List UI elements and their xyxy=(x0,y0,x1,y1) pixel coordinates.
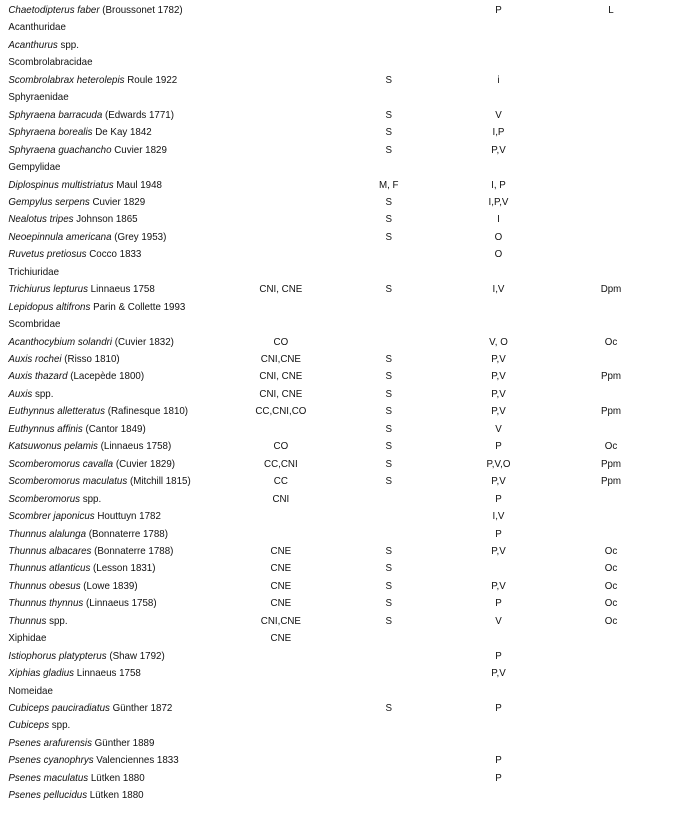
species-row xyxy=(0,299,675,316)
species-name xyxy=(8,334,174,351)
species-name xyxy=(8,770,144,787)
family-row xyxy=(0,159,675,176)
scientific-name: Trichiurus lepturus xyxy=(8,283,88,296)
author-citation: Parin & Collette 1993 xyxy=(90,300,186,313)
habitat-code: S xyxy=(385,230,393,243)
distribution-code: Ppm xyxy=(600,405,622,418)
author-citation: Cuvier 1829 xyxy=(111,143,167,156)
species-name xyxy=(8,665,140,682)
habitat-code: S xyxy=(385,108,393,121)
family-row xyxy=(0,264,675,281)
family-name: Gempylidae xyxy=(8,161,61,174)
species-name xyxy=(8,386,53,403)
author-citation: Johnson 1865 xyxy=(73,213,138,226)
scientific-name: Istiophorus platypterus xyxy=(8,649,107,662)
habitat-code: S xyxy=(385,73,393,86)
author-citation: (Cuvier 1829) xyxy=(113,457,175,470)
scientific-name: Lepidopus altifrons xyxy=(8,300,91,313)
habitat-code: S xyxy=(385,126,393,139)
habitat-code: S xyxy=(385,213,393,226)
species-row xyxy=(0,386,675,403)
habitat-code: S xyxy=(385,353,393,365)
scientific-name: Scomberomorus maculatus xyxy=(8,475,128,488)
species-row xyxy=(0,281,675,298)
stage-code: O xyxy=(494,230,503,243)
scientific-name: Scombrer japonicus xyxy=(8,510,95,523)
occurrence-code: CNI, CNE xyxy=(259,387,303,400)
author-citation: Maul 1948 xyxy=(113,178,162,191)
scientific-name: Scomberomorus cavalla xyxy=(8,457,114,470)
author-citation: Roule 1922 xyxy=(124,73,178,86)
habitat-code: S xyxy=(385,370,393,383)
distribution-code: Dpm xyxy=(600,283,622,296)
occurrence-code: CNE xyxy=(270,579,292,592)
stage-code: P xyxy=(495,527,502,540)
species-name xyxy=(8,473,190,490)
species-row xyxy=(0,403,675,420)
scientific-name: Nealotus tripes xyxy=(8,213,74,226)
author-citation: (Grey 1953) xyxy=(111,230,167,243)
scientific-name: Sphyraena borealis xyxy=(8,126,93,139)
stage-code: P,V,O xyxy=(486,457,511,470)
scientific-name: Auxis thazard xyxy=(8,370,68,383)
scientific-name: Thunnus atlanticus xyxy=(8,562,91,575)
scientific-name: Auxis rochei xyxy=(8,353,62,365)
species-name xyxy=(8,281,154,298)
species-row xyxy=(0,177,675,194)
occurrence-code: CNI xyxy=(272,492,290,505)
stage-code: V xyxy=(495,614,502,627)
occurrence-code: CNE xyxy=(270,562,292,575)
scientific-name: Neoepinnula americana xyxy=(8,230,112,243)
species-name xyxy=(8,543,173,560)
species-name xyxy=(8,72,177,89)
occurrence-code: CC,CNI xyxy=(264,457,298,470)
stage-code: P xyxy=(495,771,502,784)
occurrence-code: CO xyxy=(273,440,289,453)
author-citation: (Lesson 1831) xyxy=(90,562,156,575)
distribution-code: L xyxy=(608,4,614,16)
species-name xyxy=(8,508,161,525)
author-citation: spp. xyxy=(49,719,71,732)
stage-code: P,V xyxy=(491,370,506,383)
distribution-code: Ppm xyxy=(600,475,622,488)
species-name xyxy=(8,107,174,124)
species-row xyxy=(0,787,675,804)
scientific-name: Thunnus obesus xyxy=(8,579,81,592)
author-citation: (Bonnaterre 1788) xyxy=(91,544,174,557)
author-citation: (Risso 1810) xyxy=(61,353,120,365)
author-citation: Lütken 1880 xyxy=(88,771,145,784)
author-citation: (Edwards 1771) xyxy=(102,108,174,121)
occurrence-code: CNI,CNE xyxy=(260,353,301,365)
scientific-name: Psenes maculatus xyxy=(8,771,89,784)
occurrence-code: CNI,CNE xyxy=(260,614,301,627)
occurrence-code: CNE xyxy=(270,544,292,557)
species-row xyxy=(0,595,675,612)
stage-code: V, O xyxy=(489,335,508,348)
scientific-name: Sphyraena guachancho xyxy=(8,143,112,156)
occurrence-code: CNE xyxy=(270,632,292,645)
author-citation: Cuvier 1829 xyxy=(89,195,146,208)
scientific-name: Scomberomorus xyxy=(8,492,81,505)
habitat-code: S xyxy=(385,579,393,592)
species-row xyxy=(0,648,675,665)
family-name: Scombridae xyxy=(8,318,61,331)
distribution-code: Oc xyxy=(604,614,618,627)
habitat-code: S xyxy=(385,143,393,156)
author-citation: spp. xyxy=(80,492,102,505)
species-row xyxy=(0,421,675,438)
author-citation: (Lacepède 1800) xyxy=(67,370,145,383)
scientific-name: Psenes cyanophrys xyxy=(8,754,94,767)
species-name xyxy=(8,491,101,508)
species-row xyxy=(0,368,675,385)
author-citation: (Shaw 1792) xyxy=(106,649,165,662)
family-row xyxy=(0,19,675,36)
stage-code: P xyxy=(495,702,502,714)
species-name xyxy=(8,752,178,769)
species-name xyxy=(8,456,175,473)
scientific-name: Auxis xyxy=(8,387,33,400)
author-citation: Lütken 1880 xyxy=(87,789,144,802)
species-row xyxy=(0,770,675,787)
species-name xyxy=(8,142,167,159)
author-citation: (Broussonet 1782) xyxy=(99,4,183,16)
species-row xyxy=(0,491,675,508)
scientific-name: Katsuwonus pelamis xyxy=(8,440,98,453)
species-row xyxy=(0,735,675,752)
stage-code: P,V xyxy=(491,475,506,488)
habitat-code: S xyxy=(385,597,393,610)
scientific-name: Xiphias gladius xyxy=(8,667,75,680)
habitat-code: S xyxy=(385,283,393,296)
species-row xyxy=(0,508,675,525)
family-name: Sphyraenidae xyxy=(8,91,69,104)
species-name xyxy=(8,403,188,420)
occurrence-code: CNI, CNE xyxy=(259,370,303,383)
stage-code: P xyxy=(495,754,502,767)
stage-code: P xyxy=(495,492,502,505)
scientific-name: Euthynnus affinis xyxy=(8,422,83,435)
scientific-name: Cubiceps xyxy=(8,719,50,732)
author-citation: Linnaeus 1758 xyxy=(87,283,155,296)
stage-code: P xyxy=(495,440,502,453)
stage-code: i xyxy=(497,73,500,86)
stage-code: P,V xyxy=(491,387,506,400)
species-row xyxy=(0,700,675,717)
author-citation: Günther 1872 xyxy=(109,702,173,714)
occurrence-code: CC xyxy=(273,475,288,488)
species-row xyxy=(0,560,675,577)
stage-code: I,V xyxy=(492,510,505,523)
stage-code: P,V xyxy=(491,405,506,418)
family-row xyxy=(0,89,675,106)
habitat-code: S xyxy=(385,702,393,714)
scientific-name: Cubiceps pauciradiatus xyxy=(8,702,110,714)
family-name: Scombrolabracidae xyxy=(8,56,93,69)
author-citation: (Rafinesque 1810) xyxy=(105,405,189,418)
species-row xyxy=(0,229,675,246)
species-row xyxy=(0,334,675,351)
species-name xyxy=(8,578,137,595)
author-citation: (Linnaeus 1758) xyxy=(97,440,172,453)
author-citation: spp. xyxy=(57,38,79,51)
distribution-code: Oc xyxy=(604,597,618,610)
species-row xyxy=(0,473,675,490)
scientific-name: Acanthocybium solandri xyxy=(8,335,113,348)
stage-code: P,V xyxy=(491,579,506,592)
occurrence-code: CNI, CNE xyxy=(259,283,303,296)
species-row xyxy=(0,752,675,769)
species-row xyxy=(0,456,675,473)
habitat-code: S xyxy=(385,387,393,400)
species-name xyxy=(8,421,145,438)
scientific-name: Ruvetus pretiosus xyxy=(8,248,87,261)
stage-code: I,P,V xyxy=(488,195,509,208)
occurrence-code: CO xyxy=(273,335,289,348)
habitat-code: S xyxy=(385,195,393,208)
species-row xyxy=(0,124,675,141)
scientific-name: Gempylus serpens xyxy=(8,195,90,208)
species-name xyxy=(8,194,145,211)
species-row xyxy=(0,142,675,159)
scientific-name: Thunnus thynnus xyxy=(8,597,84,610)
species-row xyxy=(0,37,675,54)
family-row xyxy=(0,316,675,333)
stage-code: I xyxy=(497,213,500,226)
author-citation: (Bonnaterre 1788) xyxy=(86,527,168,540)
scientific-name: Thunnus albacares xyxy=(8,544,92,557)
scientific-name: Scombrolabrax heterolepis xyxy=(8,73,125,86)
species-name xyxy=(8,177,162,194)
author-citation: spp. xyxy=(46,614,68,627)
occurrence-code: CNE xyxy=(270,597,292,610)
distribution-code: Oc xyxy=(604,440,618,453)
scientific-name: Chaetodipterus faber xyxy=(8,4,100,16)
distribution-code: Ppm xyxy=(600,370,622,383)
scientific-name: Acanthurus xyxy=(8,38,58,51)
scientific-name: Psenes arafurensis xyxy=(8,736,92,749)
habitat-code: M, F xyxy=(378,178,399,191)
species-name xyxy=(8,526,168,543)
species-row xyxy=(0,194,675,211)
species-name xyxy=(8,299,185,316)
species-row xyxy=(0,107,675,124)
family-name: Acanthuridae xyxy=(8,21,66,34)
stage-code: P xyxy=(495,649,502,662)
family-name: Nomeidae xyxy=(8,684,53,697)
species-name xyxy=(8,229,166,246)
species-name xyxy=(8,2,182,19)
species-name xyxy=(8,595,156,612)
family-name: Trichiuridae xyxy=(8,265,60,278)
species-row xyxy=(0,543,675,560)
scientific-name: Sphyraena barracuda xyxy=(8,108,103,121)
scientific-name: Thunnus xyxy=(8,614,47,627)
species-name xyxy=(8,211,137,228)
distribution-code: Oc xyxy=(604,544,618,557)
family-row xyxy=(0,54,675,71)
species-name xyxy=(8,700,172,717)
species-row xyxy=(0,438,675,455)
author-citation: Houttuyn 1782 xyxy=(94,510,161,523)
species-row xyxy=(0,526,675,543)
species-row xyxy=(0,351,675,368)
habitat-code: S xyxy=(385,562,393,575)
species-name xyxy=(8,438,171,455)
stage-code: I,P xyxy=(492,126,505,139)
author-citation: spp. xyxy=(32,387,54,400)
species-row xyxy=(0,613,675,630)
stage-code: P,V xyxy=(491,544,506,557)
stage-code: O xyxy=(494,248,503,261)
stage-code: P,V xyxy=(491,667,506,680)
author-citation: Cocco 1833 xyxy=(86,248,142,261)
stage-code: P,V xyxy=(491,143,506,156)
species-name xyxy=(8,735,154,752)
author-citation: (Mitchill 1815) xyxy=(127,475,191,488)
stage-code: V xyxy=(495,422,502,435)
species-name xyxy=(8,368,144,385)
species-row xyxy=(0,2,675,19)
species-name xyxy=(8,246,141,263)
species-name xyxy=(8,613,67,630)
distribution-code: Oc xyxy=(604,335,618,348)
species-name xyxy=(8,351,119,368)
author-citation: Günther 1889 xyxy=(91,736,155,749)
species-name xyxy=(8,124,151,141)
stage-code: V xyxy=(495,108,502,121)
species-name xyxy=(8,717,70,734)
stage-code: P xyxy=(495,597,502,610)
author-citation: De Kay 1842 xyxy=(92,126,152,139)
distribution-code: Oc xyxy=(604,562,618,575)
author-citation: (Cuvier 1832) xyxy=(112,335,174,348)
habitat-code: S xyxy=(385,405,393,418)
stage-code: I, P xyxy=(491,178,506,191)
stage-code: I,V xyxy=(492,283,505,296)
family-row xyxy=(0,683,675,700)
author-citation: (Cantor 1849) xyxy=(82,422,146,435)
stage-code: P xyxy=(495,4,502,16)
species-row xyxy=(0,578,675,595)
author-citation: (Linnaeus 1758) xyxy=(83,597,157,610)
habitat-code: S xyxy=(385,422,393,435)
habitat-code: S xyxy=(385,544,393,557)
scientific-name: Diplospinus multistriatus xyxy=(8,178,114,191)
stage-code: P,V xyxy=(491,353,506,365)
species-name xyxy=(8,37,79,54)
species-row xyxy=(0,246,675,263)
habitat-code: S xyxy=(385,440,393,453)
author-citation: Valenciennes 1833 xyxy=(93,754,179,767)
species-name xyxy=(8,787,143,804)
scientific-name: Psenes pellucidus xyxy=(8,789,88,802)
author-citation: (Lowe 1839) xyxy=(80,579,138,592)
species-name xyxy=(8,560,155,577)
occurrence-code: CC,CNI,CO xyxy=(255,405,307,418)
species-row xyxy=(0,665,675,682)
species-row xyxy=(0,72,675,89)
distribution-code: Ppm xyxy=(600,457,622,470)
species-row xyxy=(0,211,675,228)
habitat-code: S xyxy=(385,614,393,627)
habitat-code: S xyxy=(385,475,393,488)
author-citation: Linnaeus 1758 xyxy=(74,667,141,680)
habitat-code: S xyxy=(385,457,393,470)
family-row xyxy=(0,630,675,647)
species-row xyxy=(0,717,675,734)
species-name xyxy=(8,648,164,665)
family-name: Xiphidae xyxy=(8,632,47,645)
distribution-code: Oc xyxy=(604,579,618,592)
scientific-name: Euthynnus alletteratus xyxy=(8,405,106,418)
scientific-name: Thunnus alalunga xyxy=(8,527,87,540)
